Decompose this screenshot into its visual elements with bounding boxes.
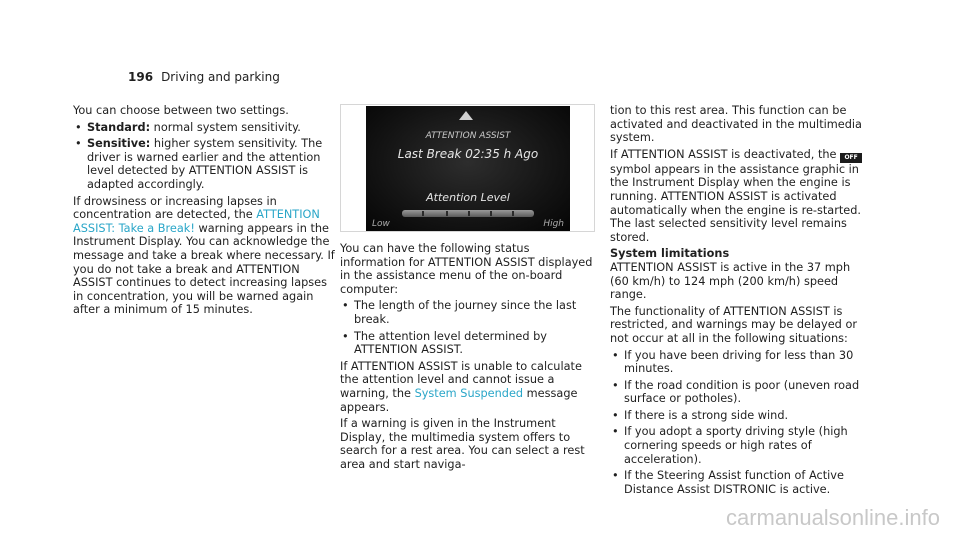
- list-text: If the Steering Assist function of Active Distance Assist DISTRONIC is active.: [624, 469, 844, 496]
- paragraph-text: message appears.: [340, 386, 578, 414]
- list-text: normal system sensitivity.: [150, 120, 301, 134]
- level-low-label: Low: [372, 219, 390, 229]
- section-title: Driving and parking: [161, 70, 280, 84]
- column-2: [340, 242, 595, 475]
- column-1: [73, 104, 335, 320]
- list-text: If the road condition is poor (uneven road surface or potholes).: [624, 378, 860, 406]
- paragraph-text: If ATTENTION ASSIST is deactivated, the: [610, 147, 841, 161]
- instrument-display-figure: [340, 104, 595, 232]
- list-term: Sensitive:: [87, 137, 151, 151]
- message-link[interactable]: ATTENTION ASSIST: Take a Break!: [73, 208, 320, 235]
- list-item: [610, 469, 872, 496]
- paragraph: The functionality of ATTENTION ASSIST is restricted, and warnings may be delayed or not occur at all in the following situations:: [610, 304, 857, 345]
- scroll-up-icon: [456, 110, 476, 122]
- list-text: If there is a strong side wind.: [624, 408, 789, 422]
- list-term: Standard:: [87, 120, 151, 134]
- page-number: 196: [128, 70, 154, 84]
- bullet-icon: •: [342, 299, 349, 313]
- paragraph: [340, 360, 595, 414]
- list-item: [610, 409, 872, 423]
- attention-level-label: Attention Level: [426, 191, 510, 204]
- display-screen: [366, 106, 570, 231]
- paragraph: If a warning is given in the Instrument Display, the multimedia system offers to search for a rest area. You can select a rest area and start naviga-: [340, 417, 585, 471]
- list-item: [73, 121, 335, 135]
- attention-level-bar: [402, 210, 534, 217]
- column-3: [610, 104, 872, 499]
- page-header: [128, 71, 280, 85]
- intro-text: You can have the following status information for ATTENTION ASSIST displayed in the assistance menu of the on-board computer:: [340, 242, 593, 296]
- list-item: [610, 425, 872, 466]
- list-text: If you have been driving for less than 30 minutes.: [624, 348, 854, 376]
- last-break-text: Last Break 02:35 h Ago: [397, 147, 539, 161]
- list-item: [340, 330, 595, 357]
- message-link[interactable]: System Suspended: [414, 386, 524, 400]
- list-item: [340, 299, 595, 326]
- paragraph-text: warning appears in the Instrument Display. You can acknowledge the message and take a break where necessary. If you do not take a break and ATTENTION ASSIST continues to detect increasing lapses in concentration, you will be warned again after a minimum of 15 minutes.: [73, 221, 335, 317]
- intro-text: You can choose between two settings.: [73, 104, 289, 117]
- bullet-icon: •: [75, 120, 82, 134]
- display-title: ATTENTION ASSIST: [425, 131, 511, 141]
- paragraph: [610, 148, 872, 245]
- paragraph: tion to this rest area. This function can be activated and deactivated in the multimedia system.: [610, 104, 862, 145]
- list-text: higher system sensitivity. The driver is warned earlier and the attention level detected by ATTENTION ASSIST is adapted accordingly.: [87, 137, 323, 191]
- paragraph: [73, 195, 335, 317]
- bullet-icon: •: [612, 408, 619, 422]
- paragraph-text: If ATTENTION ASSIST is unable to calculate the attention level and cannot issue a warning, the: [340, 359, 582, 400]
- bullet-icon: •: [75, 137, 82, 151]
- level-high-label: High: [543, 219, 564, 229]
- bullet-icon: •: [612, 378, 619, 392]
- list-item: [610, 379, 872, 406]
- paragraph-text: If drowsiness or increasing lapses in concentration are detected, the: [73, 194, 277, 222]
- list-text: If you adopt a sporty driving style (high cornering speeds or high rates of acceleration).: [624, 425, 848, 466]
- bullet-icon: •: [342, 329, 349, 343]
- list-text: The attention level determined by ATTENTION ASSIST.: [354, 329, 547, 357]
- list-item: [610, 349, 872, 376]
- bullet-icon: •: [612, 469, 619, 483]
- section-heading: System limitations: [610, 247, 730, 261]
- attention-assist-off-icon: OFF: [840, 153, 862, 163]
- list-item: [73, 137, 335, 191]
- bullet-icon: •: [612, 348, 619, 362]
- paragraph-text: symbol appears in the assistance graphic in the Instrument Display when the engine is running. ATTENTION ASSIST is activated automatically when the engine is re-started. The last selected sensitivity level remains stored.: [610, 162, 862, 244]
- paragraph: ATTENTION ASSIST is active in the 37 mph (60 km/h) to 124 mph (200 km/h) speed range.: [610, 260, 851, 302]
- list-text: The length of the journey since the last break.: [354, 299, 577, 326]
- bullet-icon: •: [612, 425, 619, 439]
- watermark-text: carmanualsonline.info: [725, 505, 940, 531]
